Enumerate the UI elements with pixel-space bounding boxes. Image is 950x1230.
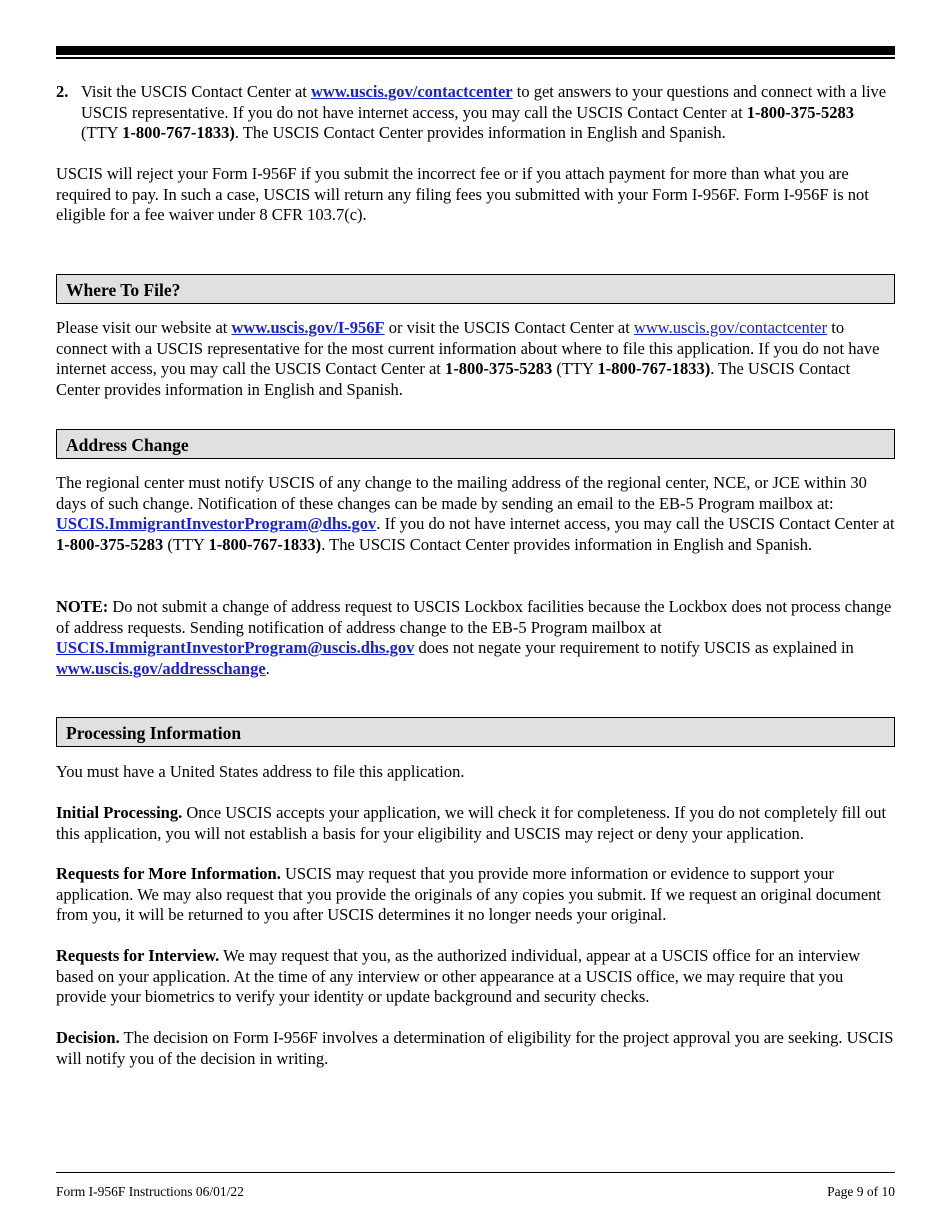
initial-processing-text: Initial Processing. Once USCIS accepts your application, we will check it for completeness. If you do not completely fill out this application, you will not establish a basis for your eligibility and USCIS may reject or deny your application. bbox=[56, 803, 887, 843]
i956f-link[interactable]: www.uscis.gov/I-956F bbox=[231, 318, 385, 337]
contact-center-link-2[interactable]: www.uscis.gov/contactcenter bbox=[633, 318, 828, 337]
processing-information-heading: Processing Information bbox=[56, 717, 895, 747]
address-change-heading: Address Change bbox=[56, 429, 895, 459]
where-to-file-heading: Where To File? bbox=[56, 274, 895, 304]
top-rule-thick bbox=[56, 46, 895, 55]
footer-page-number: Page 9 of 10 bbox=[827, 1184, 895, 1199]
requests-more-info-text: Requests for More Information. USCIS may request that you provide more information or evidence to support your application. We may also request that you provide the originals of any copies you submit. If we request an original document from you, it will be returned to you after USCIS determines it no longer needs your original. bbox=[56, 864, 881, 924]
list-item-2 bbox=[56, 82, 895, 144]
address-change-text: The regional center must notify USCIS of any change to the mailing address of the regional center, NCE, or JCE within 30 days of such change. Notification of these changes can be made by sending an email to the EB-5 Program mailbox at: USCIS.ImmigrantInvestorProgram@dhs.gov. If you do not have internet access, you may call the USCIS Contact Center at 1-800-375-5283 (TTY 1-800-767-1833). The USCIS Contact Center provides information in English and Spanish. bbox=[56, 473, 895, 554]
eb5-mailbox-link[interactable]: USCIS.ImmigrantInvestorProgram@dhs.gov bbox=[56, 514, 377, 533]
decision-text: Decision. The decision on Form I-956F involves a determination of eligibility for the project approval you are seeking. USCIS will notify you of the decision in writing. bbox=[56, 1028, 894, 1068]
footer-form-id: Form I-956F Instructions 06/01/22 bbox=[56, 1184, 244, 1199]
list-item-2-text: Visit the USCIS Contact Center at www.uscis.gov/contactcenter to get answers to your questions and connect with a live USCIS representative. If you do not have internet access, you may call the USCIS Contact Center at 1-800-375-5283 (TTY 1-800-767-1833). The USCIS Contact Center provides information in English and Spanish. bbox=[81, 82, 887, 142]
address-note-text: NOTE: Do not submit a change of address request to USCIS Lockbox facilities because the Lockbox does not process change of address requests. Sending notification of address change to the EB-5 Program mailbox at USCIS.ImmigrantInvestorProgram@uscis.dhs.gov does not negate your requirement to notify USCIS as explained in www.uscis.gov/addresschange. bbox=[56, 597, 892, 678]
contact-center-link[interactable]: www.uscis.gov/contactcenter bbox=[311, 82, 513, 101]
footer-rule bbox=[56, 1172, 895, 1173]
list-number: 2. bbox=[56, 82, 69, 101]
where-to-file-text: Please visit our website at www.uscis.gov/I-956F or visit the USCIS Contact Center at www.uscis.gov/contactcenter to connect with a USCIS representative for the most current information about where to file this application. If you do not have internet access, you may call the USCIS Contact Center at 1-800-375-5283 (TTY 1-800-767-1833). The USCIS Contact Center provides information in English and Spanish. bbox=[56, 318, 880, 399]
eb5-mailbox-uscis-link[interactable]: USCIS.ImmigrantInvestorProgram@uscis.dhs.gov bbox=[56, 638, 415, 657]
processing-intro: You must have a United States address to file this application. bbox=[56, 762, 465, 781]
requests-interview-text: Requests for Interview. We may request that you, as the authorized individual, appear at a USCIS office for an interview based on your application. At the time of any interview or other appearance at a USCIS office, we may require that you provide your biometrics to verify your identity or update background and security checks. bbox=[56, 946, 861, 1006]
top-rule-thin bbox=[56, 57, 895, 59]
address-change-link[interactable]: www.uscis.gov/addresschange bbox=[56, 658, 266, 678]
reject-paragraph: USCIS will reject your Form I-956F if you submit the incorrect fee or if you attach payment for more than what you are required to pay. In such a case, USCIS will return any filing fees you submitted with your Form I-956F. Form I-956F is not eligible for a fee waiver under 8 CFR 103.7(c). bbox=[56, 164, 869, 224]
